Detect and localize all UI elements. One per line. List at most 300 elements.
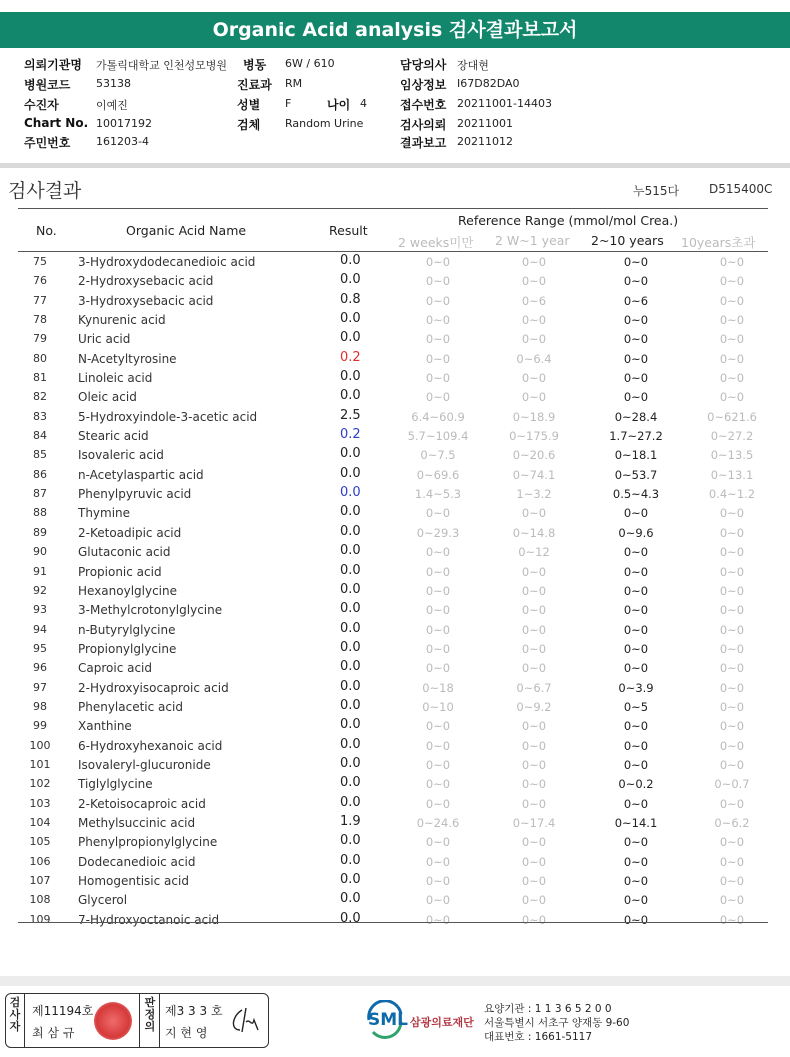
ref-over-10y: 0~0 [719,719,745,734]
institution-code: 요양기관 : 1 1 3 6 5 2 0 0 [484,1003,612,1015]
age-label: 나이 [327,98,351,112]
acid-name: Oleic acid [78,390,137,405]
table-row [18,466,768,485]
footer-divider [0,976,790,986]
ref-over-10y: 0~0 [719,564,745,579]
report-title: Organic Acid analysis 검사결과보고서 [0,12,790,48]
ref-2w-1y: 1~3.2 [516,487,552,502]
ref-2-10y: 0~0 [623,912,649,927]
clin-label: 임상정보 [400,78,447,92]
ref-2-10y: 0~0 [623,255,649,269]
table-row [18,679,768,698]
row-number: 91 [33,564,47,578]
result-value: 0.0 [340,910,361,926]
ref-2-10y: 0~9.6 [618,525,654,540]
table-row [18,504,768,523]
row-number: 105 [29,835,51,849]
ref-2w-1y: 0~0 [521,738,547,753]
verifier-license: 제3 3 3 호 [165,1004,223,1018]
row-number: 92 [33,583,47,597]
ref-2w-1y: 0~0 [521,274,547,289]
ref-under-2w: 0~7.5 [420,448,456,463]
result-value: 0.0 [340,369,361,385]
ref-over-10y: 0~0 [719,390,745,405]
table-row [18,253,768,272]
ref-under-2w: 6.4~60.9 [411,409,465,424]
ref-2-10y: 0~18.1 [614,448,658,463]
verifier-name: 지 현 영 [165,1026,208,1040]
report-code-2: D515400C [709,182,773,196]
ref-2w-1y: 0~0 [521,583,547,598]
row-number: 78 [33,313,47,327]
ref-col-3: 2~10 years [591,233,664,248]
result-value: 0.0 [340,833,361,849]
row-number: 85 [33,448,47,462]
ref-over-10y: 0~0 [719,293,745,308]
ref-over-10y: 0~0 [719,525,745,540]
ref-2-10y: 0~0 [623,757,649,772]
result-value: 0.0 [340,562,361,578]
result-value: 0.8 [340,291,361,307]
result-value: 0.2 [340,349,361,365]
seal-stamp [94,1002,132,1040]
hospital-label: 의뢰기관명 [24,58,82,72]
table-row [18,388,768,407]
ref-over-10y: 0~0 [719,274,745,289]
ref-under-2w: 0~0 [425,796,451,811]
doctor-label: 담당의사 [400,58,447,72]
acid-name: 6-Hydroxyhexanoic acid [78,738,223,753]
receipt-label: 접수번호 [400,98,447,112]
report-value: 20211012 [457,135,513,148]
ref-2w-1y: 0~0 [521,835,547,850]
chart-label: Chart No. [24,116,89,130]
result-value: 0.0 [340,581,361,597]
ref-under-2w: 0~0 [425,854,451,869]
row-number: 81 [33,371,47,385]
sex-label: 성별 [237,98,261,112]
ref-2-10y: 0~0 [623,371,649,386]
table-row [18,524,768,543]
table-row [18,717,768,736]
ref-2w-1y: 0~0 [521,893,547,908]
ref-2w-1y: 0~0 [521,641,547,656]
row-number: 107 [29,874,51,887]
address: 서울특별시 서초구 양재동 9-60 [484,1017,630,1029]
table-row [18,891,768,910]
ref-2w-1y: 0~0 [521,854,547,869]
ref-under-2w: 0~24.6 [416,815,460,830]
ref-over-10y: 0~27.2 [710,429,754,444]
table-row [18,485,768,504]
table-row [18,659,768,678]
ref-under-2w: 0~0 [425,738,451,753]
table-row [18,292,768,311]
acid-name: Uric acid [78,332,131,347]
ref-over-10y: 0~0 [719,255,745,269]
ref-2w-1y: 0~0 [521,777,547,792]
ref-over-10y: 0~0 [719,796,745,811]
acid-name: Hexanoylglycine [78,583,178,598]
result-value: 0.0 [340,253,361,268]
ref-2w-1y: 0~17.4 [512,815,556,830]
ward-label: 병동 [243,58,267,72]
ref-under-2w: 1.4~5.3 [414,487,462,502]
ref-over-10y: 0~0 [719,854,745,869]
row-number: 103 [29,796,51,810]
phone: 대표번호 : 1661-5117 [484,1031,593,1043]
ref-under-2w: 0~0 [425,622,451,637]
ref-under-2w: 0~0 [425,583,451,598]
acid-name: Thymine [78,506,131,521]
ref-over-10y: 0~0 [719,622,745,637]
sign-divider [159,994,160,1047]
ref-2w-1y: 0~0 [521,603,547,618]
result-value: 0.0 [340,755,361,771]
dept-value: RM [285,77,303,90]
acid-name: Methylsuccinic acid [78,815,196,830]
ref-under-2w: 0~0 [425,893,451,908]
ref-under-2w: 0~0 [425,661,451,676]
acid-name: Glutaconic acid [78,545,171,560]
ref-2-10y: 0~0 [623,893,649,908]
acid-name: Kynurenic acid [78,313,166,328]
ref-over-10y: 0~0.7 [714,777,750,792]
ref-2-10y: 0~0 [623,874,649,888]
ref-2-10y: 0~5 [623,699,649,714]
ref-over-10y: 0~621.6 [707,409,757,424]
ref-2w-1y: 0~0 [521,661,547,676]
ref-2-10y: 0~0 [623,796,649,811]
ref-2-10y: 0~0 [623,545,649,560]
acid-name: Phenylacetic acid [78,699,183,714]
table-row [18,640,768,659]
code-label: 병원코드 [24,78,71,92]
ref-2-10y: 0~0 [623,835,649,850]
row-number: 82 [33,390,47,404]
ref-2-10y: 0~0 [623,719,649,734]
org-name: 삼광의료재단 [410,1016,474,1029]
acid-name: 2-Ketoadipic acid [78,525,182,540]
result-value: 0.0 [340,543,361,559]
ref-under-2w: 0~0 [425,641,451,656]
row-number: 76 [33,274,47,288]
result-value: 0.2 [340,427,361,443]
row-number: 108 [29,893,51,907]
collector-value: 이예진 [96,99,128,112]
row-number: 96 [33,661,47,675]
result-value: 0.0 [340,311,361,327]
ref-over-10y: 0~0 [719,912,745,927]
table-row [18,833,768,852]
result-value: 0.0 [340,717,361,733]
ref-2w-1y: 0~14.8 [512,525,556,540]
signature-box [5,993,269,1048]
ref-2-10y: 0~0 [623,603,649,618]
row-number: 84 [33,429,47,443]
result-value: 0.0 [340,485,361,501]
result-value: 0.0 [340,678,361,694]
acid-name: Phenylpyruvic acid [78,487,192,502]
ref-2-10y: 0~6 [623,293,649,308]
ref-2w-1y: 0~6.7 [516,680,552,695]
ref-2w-1y: 0~0 [521,390,547,405]
ref-2-10y: 0~0 [623,641,649,656]
ref-2-10y: 0~0 [623,622,649,637]
row-number: 93 [33,603,47,617]
row-number: 87 [33,487,47,501]
ref-col-4: 10years초과 [681,235,756,250]
sex-value: F [285,97,292,110]
report-label: 결과보고 [400,136,447,150]
table-row [18,775,768,794]
acid-name: 2-Ketoisocaproic acid [78,796,206,811]
ref-2-10y: 0~28.4 [614,409,658,424]
row-number: 79 [33,332,47,346]
id-label: 주민번호 [24,136,71,150]
req-label: 검사의뢰 [400,118,447,132]
verifier-label: 판정의 [144,996,156,1033]
id-value: 161203-4 [96,135,149,148]
ref-under-2w: 0~0 [425,912,451,927]
result-value: 0.0 [340,659,361,675]
result-value: 0.0 [340,736,361,752]
ref-over-10y: 0~0 [719,332,745,347]
table-row [18,408,768,427]
ref-2w-1y: 0~9.2 [516,699,552,714]
ref-under-2w: 0~10 [422,699,454,714]
collector-label: 수진자 [24,98,59,112]
ref-over-10y: 0~0 [719,661,745,676]
row-number: 109 [29,912,51,926]
ref-2w-1y: 0~0 [521,255,547,269]
ref-2w-1y: 0~0 [521,313,547,328]
ref-2w-1y: 0~6 [521,293,547,308]
ref-col-1: 2 weeks미만 [398,235,474,250]
table-header [18,208,768,252]
ref-over-10y: 0~0 [719,699,745,714]
acid-name: Propionic acid [78,564,162,579]
acid-name: Caproic acid [78,661,153,676]
section-title: 검사결과 [8,180,82,202]
acid-name: 5-Hydroxyindole-3-acetic acid [78,409,258,424]
col-no: No. [36,223,57,238]
ref-under-2w: 0~29.3 [416,525,460,540]
result-value: 0.0 [340,775,361,791]
sml-logo-text: SML [368,1010,408,1030]
result-value: 0.0 [340,388,361,404]
result-value: 0.0 [340,697,361,713]
table-row [18,350,768,369]
table-row [18,872,768,891]
result-table-body [18,253,768,930]
ref-over-10y: 0~0 [719,313,745,328]
ref-over-10y: 0~6.2 [714,815,750,830]
result-value: 0.0 [340,639,361,655]
age-value: 4 [360,97,367,110]
acid-name: N-Acetyltyrosine [78,351,177,366]
examiner-label: 검사자 [9,996,21,1033]
ref-2w-1y: 0~12 [518,545,550,560]
table-row [18,795,768,814]
code-value: 53138 [96,77,131,90]
ref-2-10y: 0~0.2 [618,777,654,792]
hospital-value: 가톨릭대학교 인천성모병원 [96,59,228,72]
ref-over-10y: 0~0 [719,603,745,618]
result-value: 1.9 [340,813,361,829]
table-row [18,911,768,930]
patient-info [0,54,790,166]
row-number: 77 [33,293,47,307]
ref-2-10y: 0~0 [623,274,649,289]
acid-name: Propionylglycine [78,641,177,656]
table-row [18,311,768,330]
acid-name: Isovaleric acid [78,448,164,463]
acid-name: 3-Hydroxydodecanedioic acid [78,255,256,269]
col-name: Organic Acid Name [126,223,247,238]
col-ref: Reference Range (mmol/mol Crea.) [458,213,679,228]
table-row [18,698,768,717]
row-number: 101 [29,757,51,771]
table-row [18,427,768,446]
ref-2w-1y: 0~74.1 [512,467,556,482]
ref-over-10y: 0~0 [719,893,745,908]
specimen-value: Random Urine [285,117,364,130]
dept-label: 진료과 [237,78,272,92]
ref-under-2w: 0~0 [425,719,451,734]
ref-under-2w: 0~18 [422,680,454,695]
ref-under-2w: 0~69.6 [416,467,460,482]
ref-over-10y: 0~0 [719,738,745,753]
req-value: 20211001 [457,117,513,130]
acid-name: n-Acetylaspartic acid [78,467,204,482]
ref-2w-1y: 0~0 [521,564,547,579]
ref-2-10y: 0~0 [623,390,649,405]
ref-2w-1y: 0~0 [521,757,547,772]
result-value: 0.0 [340,891,361,907]
ref-over-10y: 0~0 [719,545,745,560]
ref-over-10y: 0~13.1 [710,467,754,482]
row-number: 97 [33,680,47,694]
row-number: 89 [33,525,47,539]
ref-2-10y: 1.7~27.2 [609,429,663,444]
ref-under-2w: 0~0 [425,371,451,386]
result-value: 0.0 [340,465,361,481]
row-number: 86 [33,467,47,481]
acid-name: Isovaleryl-glucuronide [78,757,211,772]
result-value: 0.0 [340,852,361,868]
doctor-value: 장대현 [457,59,489,72]
ref-under-2w: 0~0 [425,274,451,289]
ref-2-10y: 0~0 [623,854,649,869]
acid-name: 3-Methylcrotonylglycine [78,603,223,618]
result-value: 0.0 [340,446,361,462]
examiner-license: 제11194호 [32,1004,94,1018]
acid-name: 2-Hydroxyisocaproic acid [78,680,229,695]
clin-value: I67D82DA0 [457,77,520,90]
ref-over-10y: 0~0 [719,351,745,366]
ref-2w-1y: 0~0 [521,506,547,521]
row-number: 98 [33,699,47,713]
table-row [18,563,768,582]
ref-over-10y: 0~0 [719,874,745,888]
ref-over-10y: 0~0 [719,680,745,695]
acid-name: Homogentisic acid [78,874,189,888]
acid-name: 7-Hydroxyoctanoic acid [78,912,220,927]
row-number: 102 [29,777,51,791]
ref-under-2w: 0~0 [425,293,451,308]
ref-2w-1y: 0~0 [521,622,547,637]
row-number: 94 [33,622,47,636]
chart-value: 10017192 [96,117,152,130]
table-row [18,369,768,388]
table-row [18,601,768,620]
acid-name: Stearic acid [78,429,149,444]
ref-2-10y: 0~14.1 [614,815,658,830]
table-row [18,582,768,601]
acid-name: Phenylpropionylglycine [78,835,218,850]
ref-under-2w: 0~0 [425,332,451,347]
sign-divider [139,994,140,1047]
table-row [18,756,768,775]
ref-2w-1y: 0~175.9 [509,429,559,444]
table-row [18,272,768,291]
ref-under-2w: 0~0 [425,603,451,618]
row-number: 95 [33,641,47,655]
row-number: 99 [33,719,47,733]
table-row [18,737,768,756]
ref-under-2w: 0~0 [425,777,451,792]
ref-under-2w: 5.7~109.4 [407,429,469,444]
ref-2-10y: 0~0 [623,661,649,676]
specimen-label: 검체 [237,118,261,132]
ref-2-10y: 0~0 [623,332,649,347]
ref-under-2w: 0~0 [425,390,451,405]
ref-2-10y: 0~0 [623,564,649,579]
table-row [18,446,768,465]
row-number: 90 [33,545,47,559]
row-number: 106 [29,854,51,868]
acid-name: Glycerol [78,893,128,908]
ref-col-2: 2 W~1 year [495,233,570,248]
acid-name: Linoleic acid [78,371,153,386]
acid-name: Tiglylglycine [78,777,153,792]
ref-under-2w: 0~0 [425,351,451,366]
result-value: 0.0 [340,620,361,636]
ref-over-10y: 0~0 [719,641,745,656]
ref-2-10y: 0~0 [623,738,649,753]
ref-2w-1y: 0~0 [521,874,547,888]
acid-name: n-Butyrylglycine [78,622,176,637]
ref-under-2w: 0~0 [425,757,451,772]
ref-over-10y: 0.4~1.2 [708,487,756,502]
ref-over-10y: 0~0 [719,583,745,598]
ref-under-2w: 0~0 [425,835,451,850]
ref-2w-1y: 0~6.4 [516,351,552,366]
result-value: 2.5 [340,407,361,423]
receipt-value: 20211001-14403 [457,97,552,110]
ref-2w-1y: 0~0 [521,371,547,386]
ref-under-2w: 0~0 [425,255,451,269]
result-value: 0.0 [340,330,361,346]
result-value: 0.0 [340,794,361,810]
result-value: 0.0 [340,523,361,539]
ref-2-10y: 0~0 [623,313,649,328]
ref-2-10y: 0~3.9 [618,680,654,695]
acid-name: 3-Hydroxysebacic acid [78,293,214,308]
report-code-1: 누515다 [633,184,680,198]
ref-under-2w: 0~0 [425,506,451,521]
